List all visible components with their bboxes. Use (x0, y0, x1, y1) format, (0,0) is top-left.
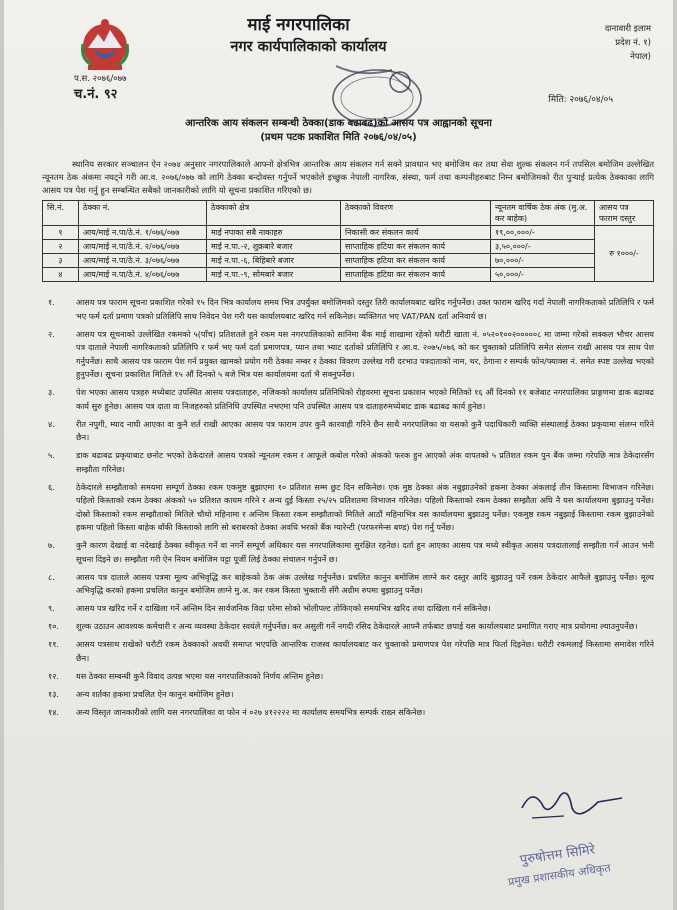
col-serial: सि.नं. (43, 201, 79, 226)
term-number: ११. (48, 639, 59, 649)
term-number: ३. (48, 387, 55, 397)
cell-serial: १ (43, 226, 79, 240)
cell-form-fee: रु १०००/- (595, 226, 654, 282)
term-text: रीत नपुगी, म्याद नाघी आएका वा कुनै शर्त राखी आएका आसय पत्र फाराम उपर कुनै कारवाही गरिने छैन साथै नगरपालिका वा यसको कुनै पदाधिकारी व्यक्ति संस्थालाई ठेक्का प्रकृयामा संलग्न गरिने छैन। (76, 418, 654, 442)
cell-contract-no: आय/माई न.पा/ठे.नं. २/०७६/०७७ (79, 240, 207, 254)
term-number: १४. (48, 706, 59, 717)
term-item (42, 706, 654, 720)
officer-signature-stamp (502, 778, 652, 888)
term-text: कुनै कारण देखाई वा नदेखाई ठेक्का स्वीकृत गर्ने वा नगर्ने सम्पूर्ण अधिकार यस नगरपालिकामा सुरक्षित रहनेछ। दर्ता हुन आएका आसय पत्र मध्ये स्वीकृत आसय पत्रदातालाई सम्झौता गर्न आउन भनी सूचना दिइने छ। सम्झौता गरी ऐन नियम बमोजिम पट्टा पूर्जी लिई ठेक्का संचालन गर्नुपर्ने छ। (76, 540, 654, 564)
term-number: १३. (48, 688, 59, 699)
col-min-amount: न्यूनतम वार्षिक ठेक अंक (मु.अ. कर बाहेक) (491, 201, 595, 226)
cell-serial: ४ (43, 268, 79, 282)
table-header-row (43, 201, 654, 226)
col-area: ठेक्काको क्षेत्र (207, 201, 341, 226)
term-number: ४. (48, 418, 55, 429)
address-block (605, 22, 651, 64)
terms-list (42, 296, 654, 724)
term-item (42, 481, 654, 535)
cell-min-amount: ५०,०००/- (491, 268, 595, 282)
cell-serial: ३ (43, 254, 79, 268)
term-text: अन्य विस्तृत जानकारीको लागि यस नगरपालिका वा फोन नं ०२७ ४१२२२२ मा कार्यालय समयभित्र सम्पर्क राख्न सकिनेछ। (76, 706, 426, 717)
term-text: ठेकेदारले सम्झौताको समयमा सम्पूर्ण ठेक्का रकम एकमुष्ट बुझाएमा १० प्रतिशत सम्म छुट दिन सकिनेछ। एक मुष्ठ ठेक्का अंक नबुझाउनेको हकमा ठेक्का अंकलाई तीन किस्तामा विभाजन गरिनेछ। पहिलो किस्ताको रकम ठेक्का अंकको ५० प्रतिशत कायम गरिने र अन्य दुई किस्ता २५/२५ प्रतिशतमा विभाजन गरिनेछ। पहिलो किस्ताको रकम ठेक्का सम्झौता अघि नै यस कार्यालयमा बुझाउनु पर्नेछ। दोस्रो किस्ताको रकम सम्झौताको मितिले चौथो महिनामा र अन्तिम किस्ता रकम सम्झौताको मितिले आठौं महिनाभित्र यस कार्यालयमा बुझाउनु पर्नेछ। एकमुष्ठ रकम नबुझाई किस्तामा रकम बुझाउनेको हकमा पहिलो किस्ता बाहेक बाँकी किस्ताको लागि सो बराबरको ठेक्का अवधि भरको बैंक ग्यारेन्टी (परफरमेन्स बण्ड) पेश गर्नु पर्नेछ। (76, 481, 654, 532)
cell-min-amount: १९,००,०००/- (491, 226, 595, 240)
term-item (42, 418, 654, 445)
notice-title: आन्तरिक आय संकलन सम्बन्धी ठेक्का(डाक बढाबढ)को आसय पत्र आह्वानको सूचना (185, 118, 492, 129)
term-text: आसय पत्र दाताले आसय पत्रमा मूल्य अभिवृद्धि कर बाहेकको ठेक अंक उल्लेख गर्नुपर्नेछ। प्रचलित कानुन बमोजिम लाग्ने कर दस्तुर आदि बुझाउनु पर्ने रकम ठेकेदार आफैले बुझाउनु पर्नेछ। मूल्य अभिवृद्धि करको हकमा प्रचलित कानुन बमोजिम लाग्ने मु.अ. कर रकम किस्ता भुक्तानी सँगै अग्रीम रुपमा बुझाउनु पर्नेछ। (76, 571, 654, 595)
term-item (42, 602, 654, 616)
district: दानावारी इलाम (604, 24, 651, 34)
col-description: ठेक्काको विवरण (341, 201, 491, 226)
term-number: ७. (48, 540, 55, 550)
term-number: १२. (48, 670, 59, 681)
term-item (42, 449, 654, 476)
cell-contract-no: आय/माई न.पा/ठे.नं. ४/०७६/०७७ (79, 268, 207, 282)
table-row (43, 226, 654, 240)
country: नेपाल) (630, 52, 651, 62)
term-item (42, 571, 654, 598)
dispatch-number: च.नं. ९२ (74, 87, 118, 102)
cell-area: माई नपाका सबै नाकाहरु (207, 226, 341, 240)
cell-area: माई न.पा.-९, सोमबारे बजार (207, 268, 341, 282)
term-item (42, 328, 654, 382)
province: प्रदेश नं. १) (615, 38, 651, 48)
table-row (43, 254, 654, 268)
term-item (42, 620, 654, 634)
term-number: ९. (48, 603, 55, 613)
cell-description: साप्ताहिक हटिया कर संकलन कार्य (341, 240, 491, 254)
notice-subtitle: (प्रथम पटक प्रकाशित मिति २०७६/०४/०५) (260, 132, 417, 143)
cell-description: साप्ताहिक हटिया कर संकलन कार्य (341, 254, 491, 268)
notice-heading (4, 117, 673, 145)
term-number: ५. (48, 450, 55, 460)
term-number: १. (48, 297, 55, 307)
table-row (43, 240, 654, 254)
term-text: अन्य शर्तका हकमा प्रचलित ऐन कानुन बमोजिम हुनेछ। (76, 688, 234, 699)
term-item (42, 539, 654, 566)
cell-description: निकासी कर संकलन कार्य (341, 226, 491, 240)
term-text: यस ठेक्का सम्बन्धी कुनै विवाद उत्पन्न भएमा यस नगरपालिकाको निर्णय अन्तिम हुनेछ। (76, 670, 324, 681)
term-text: पेश भएका आसय पत्रहरु मध्येबाट उपस्थित आसय पत्रदाताहरु, नजिकको कार्यालय प्रतिनिधिको रोहवरमा सूचना प्रकाशन भएको मितिको १६ औं दिनको ११ बजेबाट नगरपालिका प्राङ्गणमा डाक बढाबढ कार्य सुरु हुनेछ। आसय पत्र दाता वा निजहरुको प्रतिनिधि उपस्थित नभएमा पनि उपस्थित आसय पत्र दाताहरुमध्येबाट डाक बढाबढ कार्य हुनेछ। (76, 387, 654, 411)
table-row (43, 268, 654, 282)
term-number: ६. (48, 481, 55, 492)
notice-intro: स्थानिय सरकार सञ्चालन ऐन २०७४ अनुसार नगरपालिकाले आफ्नो क्षेत्रभित्र आन्तरिक आय संकलन गर्न सक्ने प्रावधान भए बमोजिम कर तथा सेवा शुल्क संकलन गर्न तपसिल बमोजिम उल्लेखित न्यूनतम ठेक अंकमा नघट्ने गरी आ.व. २०७६/०७७ को लागि ठेक्का बन्दोवस्त गर्नुपर्ने भएकोले इच्छुक नेपाली नागरिक, संस्था, फर्म तथा कम्पनीहरुबाट निम्न बमोजिमको रीत पुऱ्याई प्रत्येक ठेक्काका लागि आसय पत्र पेश गर्नु हुन सम्बन्धित सबैको जानकारीको लागि यो सूचना प्रकाशित गरिएको छ। (42, 159, 654, 195)
term-item (42, 670, 654, 684)
term-number: २. (48, 328, 55, 339)
term-number: ८. (48, 571, 55, 582)
cell-min-amount: ३,५०,०००/- (491, 240, 595, 254)
term-text: आसय पत्रसाथ राखेको धरौटी रकम ठेक्काको अवधी समाप्त भएपछि आन्तरिक राजस्व कार्यालयबाट कर चुक्ताको प्रमाणपत्र पेश गरेपछि मात्र फिर्ता दिइनेछ। धरौटी रकमलाई किस्तामा समावेश गरिने छैन। (76, 639, 654, 663)
term-text: आसय पत्र सूचनाको उल्लेखित रकमको ५(पाँच) प्रतिशतले हुने रकम यस नगरपालिकाको सानिमा बैंक माई शाखामा रहेको धरौटी खाता नं. ०५२०१००२०००००८ मा जम्मा गरेको सक्कल भौचर आसय पत्र दाताले नेपाली नागरिकताको प्रतिलिपि र फर्म भए फर्म दर्ता प्रमाणपत्र, प्यान तथा भ्याट दर्ताको प्रतिलिपि र आ.व. २०७५/०७६ को कर चुक्ताको प्रतिलिपि समेत संलग्न राखी आसय पत्र साथ पेश गर्नुपर्नेछ। साथै आसय पत्र फाराम पेश गर्न प्रयुक्त खामको प्रयोग गरी ठेक्का नम्बर र ठेक्का विवरण उल्लेख गरी दरभाउ पत्रदाताको नाम, थर, ठेगाना र सम्पर्क फोन/फ्याक्स नं. समेत स्पष्ट उल्लेख भएको हुनुपर्नेछ। सूचना प्रकाशित मितिले १५ औं दिनको ५ बजे भित्र यस कार्यालयमा दर्ता भै सक्नुपर्नेछ। (76, 328, 654, 379)
term-text: आसय पत्र फाराम सूचना प्रकाशित गरेको १५ दिन भित्र कार्यालय समय भित्र उपर्युक्त बमोजिमको दस्तुर तिरी कार्यालयबाट खरिद गर्नुपर्नेछ। उक्त फाराम खरिद गर्दा नेपाली नागरिकताको प्रतिलिपि र फर्म भए फर्म दर्ता प्रमाण पत्रको प्रतिलिपि साथ निवेदन पेश गरी यस कार्यालयबाट खरिद गर्न सकिनेछ। व्यक्तिगत भए VAT/PAN दर्ता अनिवार्य छ। (76, 297, 655, 321)
term-text: आसय पत्र खरिद गर्ने र दाखिला गर्ने अन्तिम दिन सार्वजनिक विदा परेमा सोको भोलीपल्ट तोकिएको समयभित्र खरिद तथा दाखिला गर्न सकिनेछ। (76, 603, 491, 613)
cell-serial: २ (43, 240, 79, 254)
notice-date: मिति: २०७६/०४/०५ (548, 95, 613, 105)
cell-description: साप्ताहिक हटिया कर संकलन कार्य (341, 268, 491, 282)
cell-contract-no: आय/माई न.पा/ठे.नं. १/०७६/०७७ (79, 226, 207, 240)
term-text: शुल्क उठाउन आवश्यक कर्मचारी र अन्य व्यवस्था ठेकेदार स्वयंले गर्नुपर्नेछ। कर असुली गर्ने नगदी रसिद ठेकेदारले आफ्नै तर्फबाट छपाई यस कार्यालयबाट प्रमाणित गराए मात्र प्रयोगमा ल्याउनुपर्नेछ। (76, 621, 638, 631)
term-item (42, 296, 654, 323)
term-text: डाक बढाबढ प्रकृयाबाट छनोट भएको ठेकेदारले आसय पत्रको न्यूनतम रकम र आफूले कबोल गरेको अंकको फरक हुन आएको अंक वापतको ५ प्रतिशत रकम पुन बैंक जम्मा गरेपछि मात्र ठेकेदारसँग सम्झौता गरिनेछ। (76, 450, 654, 474)
cell-area: माई न.पा.-६, बिहिबारे बजार (207, 254, 341, 268)
cell-area: माई न.पा.-२, शुक्रबारे बजार (207, 240, 341, 254)
term-item (42, 688, 654, 702)
term-item (42, 638, 654, 665)
reference-block (74, 72, 126, 102)
term-number: १०. (48, 621, 59, 631)
office-name: नगर कार्यपालिकाको कार्यालय (230, 39, 387, 55)
cell-min-amount: ७०,०००/- (491, 254, 595, 268)
signature-title: प्रमुख प्रशासकीय अधिकृत (507, 861, 612, 888)
signature-name: पुरुषोत्तम सिमिरे (519, 842, 596, 868)
municipality-name: माई नगरपालिका (247, 15, 350, 35)
col-form-fee: आसय पत्र फाराम दस्तुर (595, 201, 654, 226)
col-contract-no: ठेक्का नं. (79, 201, 207, 226)
term-item (42, 386, 654, 413)
fiscal-year: प.स. २०७६/०७७ (74, 74, 127, 84)
cell-contract-no: आय/माई न.पा/ठे.नं. ३/०७६/०७७ (79, 254, 207, 268)
contract-table (42, 200, 654, 282)
document-page (4, 0, 673, 910)
